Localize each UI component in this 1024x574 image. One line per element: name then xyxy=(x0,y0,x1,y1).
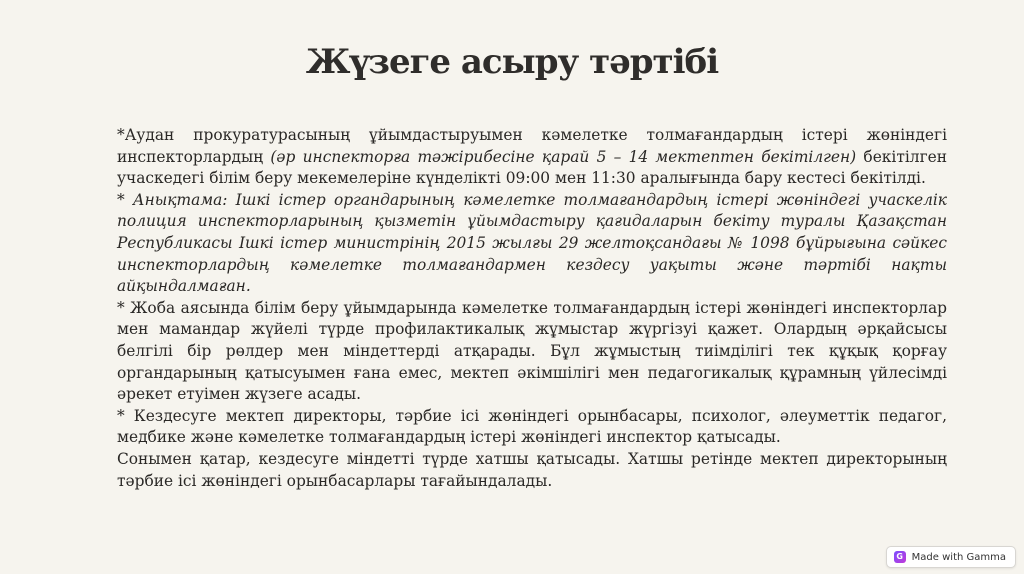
paragraph-schedule-italic: (әр инспекторға тәжірибесіне қарай 5 – 14 мектептен бекітілген) xyxy=(270,147,857,166)
paragraph-schedule xyxy=(117,125,947,190)
paragraph-meeting: * Кездесуге мектеп директоры, тәрбие ісі жөніндегі орынбасары, психолог, әлеуметтік педагог, медбике және кәмелетке толмағандардың істері жөніндегі инспектор қатысады. xyxy=(117,406,947,447)
made-with-gamma-badge[interactable] xyxy=(886,546,1016,568)
badge-label: Made with Gamma xyxy=(911,551,1006,563)
slide-title: Жүзеге асыру тәртібі xyxy=(305,42,719,82)
gamma-logo-icon: G xyxy=(894,551,906,563)
paragraph-secretary: Сонымен қатар, кездесуге міндетті түрде хатшы қатысады. Хатшы ретінде мектеп директорының тәрбие ісі жөніндегі орынбасарлары тағайындалады. xyxy=(117,449,947,490)
paragraph-schedule-text-b: бекітілген учаскедегі білім беру мекемелеріне күнделікті 09:00 мен 11:30 аралығында бару кестесі бекітілді. xyxy=(117,147,947,188)
paragraph-schedule-text-a: *Аудан прокуратурасының ұйымдастыруымен кәмелетке толмағандардың істері жөніндегі инспекторлардың xyxy=(117,126,947,166)
slide-body xyxy=(117,125,947,492)
paragraph-reference xyxy=(117,190,947,298)
paragraph-project: * Жоба аясында білім беру ұйымдарында кәмелетке толмағандардың істері жөніндегі инспекторлар мен мамандар жүйелі түрде профилактикалық жұмыстар жүргізуі қажет. Олардың әрқайсысы белгілі бір рөлдер мен міндеттерді атқарады. Бұл жұмыстың тиімділігі тек құқық қорғау органдарының қатысуымен ғана емес, мектеп әкімшілігі мен педагогикалық құрамның үйлесімді әрекет етуімен жүзеге асады. xyxy=(117,298,947,404)
paragraph-reference-italic: * Анықтама: Ішкі істер органдарының кәмелетке толмағандардың істері жөніндегі учаскелік полиция инспекторларының қызметін ұйымдастыру қағидаларын бекіту туралы Қазақстан Республикасы Ішкі істер министрінің 2015 жылғы 29 желтоқсандағы № 1098 бұйрығына сәйкес инспекторлардың кәмелетке толмағандармен кездесу уақыты және тәртібі нақты айқындалмаған. xyxy=(117,190,947,296)
